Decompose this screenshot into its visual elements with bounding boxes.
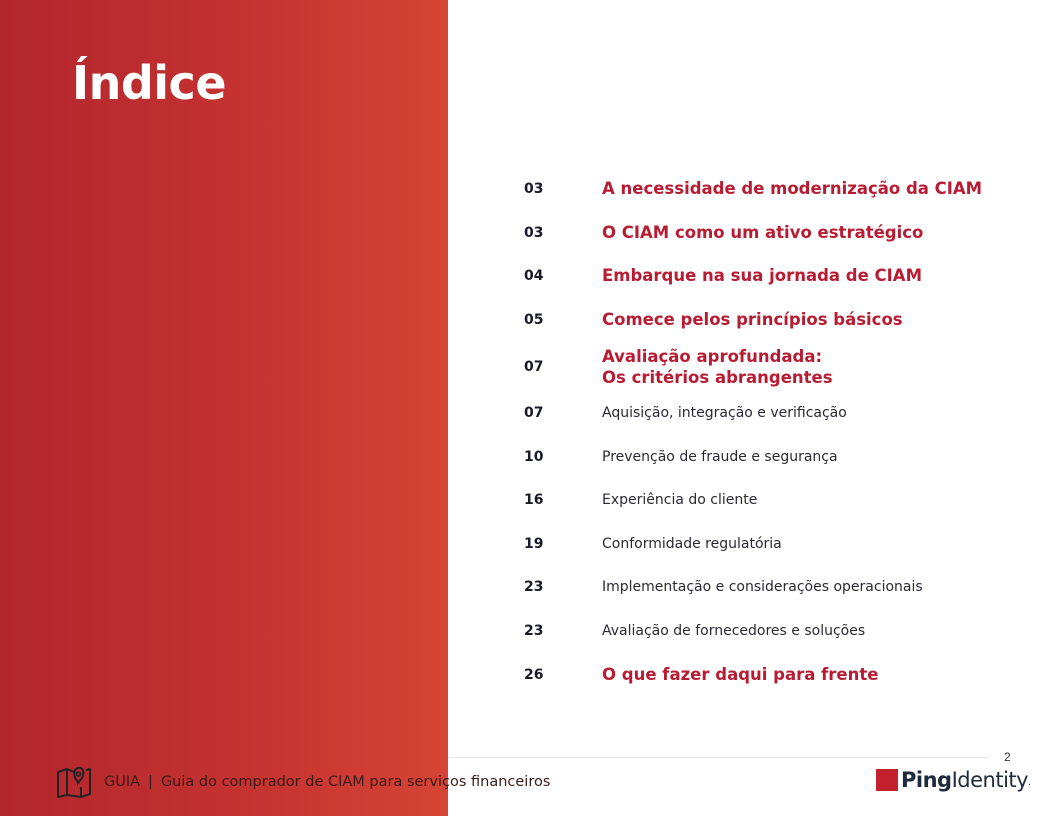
footer-divider <box>448 757 988 758</box>
map-pin-icon <box>56 766 92 798</box>
logo-wordmark-bold: Ping <box>901 768 952 792</box>
footer-text <box>104 774 550 790</box>
toc-page-number: 26 <box>524 666 544 683</box>
toc-page-number: 16 <box>524 492 544 508</box>
footer-separator: | <box>148 774 153 790</box>
toc-entry-title[interactable]: Avaliação de fornecedores e soluções <box>602 623 866 639</box>
toc-entry[interactable] <box>520 492 1020 508</box>
toc-page-number: 03 <box>524 224 544 241</box>
toc-entry[interactable] <box>520 178 1020 199</box>
toc-entry-title[interactable]: Implementação e considerações operacionais <box>602 579 923 595</box>
toc-page-number: 05 <box>524 311 544 328</box>
red-side-panel <box>0 0 448 816</box>
page-title: Índice <box>72 56 227 110</box>
toc-entry-title[interactable]: O CIAM como um ativo estratégico <box>602 223 924 242</box>
toc-page-number: 19 <box>524 536 544 552</box>
toc-entry[interactable] <box>520 309 1020 330</box>
toc-page-number: 03 <box>524 180 544 197</box>
footer-label: GUIA <box>104 774 141 790</box>
toc-entry[interactable] <box>520 405 1020 421</box>
toc-entry[interactable] <box>520 664 1020 685</box>
toc-entry-title[interactable]: Comece pelos princípios básicos <box>602 310 903 329</box>
footer-doc-title: Guia do comprador de CIAM para serviços financeiros <box>160 774 551 790</box>
toc-entry[interactable] <box>520 449 1020 465</box>
logo-square-icon <box>876 769 898 791</box>
page-number: 2 <box>1004 750 1011 764</box>
toc-entry[interactable] <box>520 265 1020 286</box>
ping-identity-logo <box>876 768 1031 792</box>
toc-entry-title[interactable]: Experiência do cliente <box>602 492 758 508</box>
logo-mark: . <box>1028 777 1031 788</box>
toc-page-number: 23 <box>524 623 544 639</box>
toc-entry-title[interactable] <box>602 346 833 388</box>
logo-wordmark-light: Identity <box>951 768 1029 792</box>
toc-page-number: 07 <box>524 405 544 421</box>
toc-entry-title-line2: Os critérios abrangentes <box>602 368 833 387</box>
toc-entry[interactable] <box>520 222 1020 243</box>
footer-document-label <box>56 766 550 798</box>
toc-entry[interactable] <box>520 623 1020 639</box>
toc-entry-title[interactable]: Aquisição, integração e verificação <box>602 405 847 421</box>
toc-page-number: 10 <box>524 449 544 465</box>
toc-entry-title[interactable]: Prevenção de fraude e segurança <box>602 449 838 465</box>
toc-page-number: 07 <box>524 359 544 375</box>
toc-page-number: 23 <box>524 579 544 595</box>
toc-entry-title[interactable]: Embarque na sua jornada de CIAM <box>602 266 922 285</box>
toc-entry-title[interactable]: O que fazer daqui para frente <box>602 665 879 684</box>
toc-entry-title-line1: Avaliação aprofundada: <box>602 347 823 366</box>
toc-entry[interactable] <box>520 579 1020 595</box>
toc-page-number: 04 <box>524 267 544 284</box>
toc-entry-title[interactable]: Conformidade regulatória <box>602 536 782 552</box>
toc-entry[interactable] <box>520 536 1020 552</box>
toc-entry[interactable] <box>520 346 1020 388</box>
toc-entry-title[interactable]: A necessidade de modernização da CIAM <box>602 179 983 198</box>
